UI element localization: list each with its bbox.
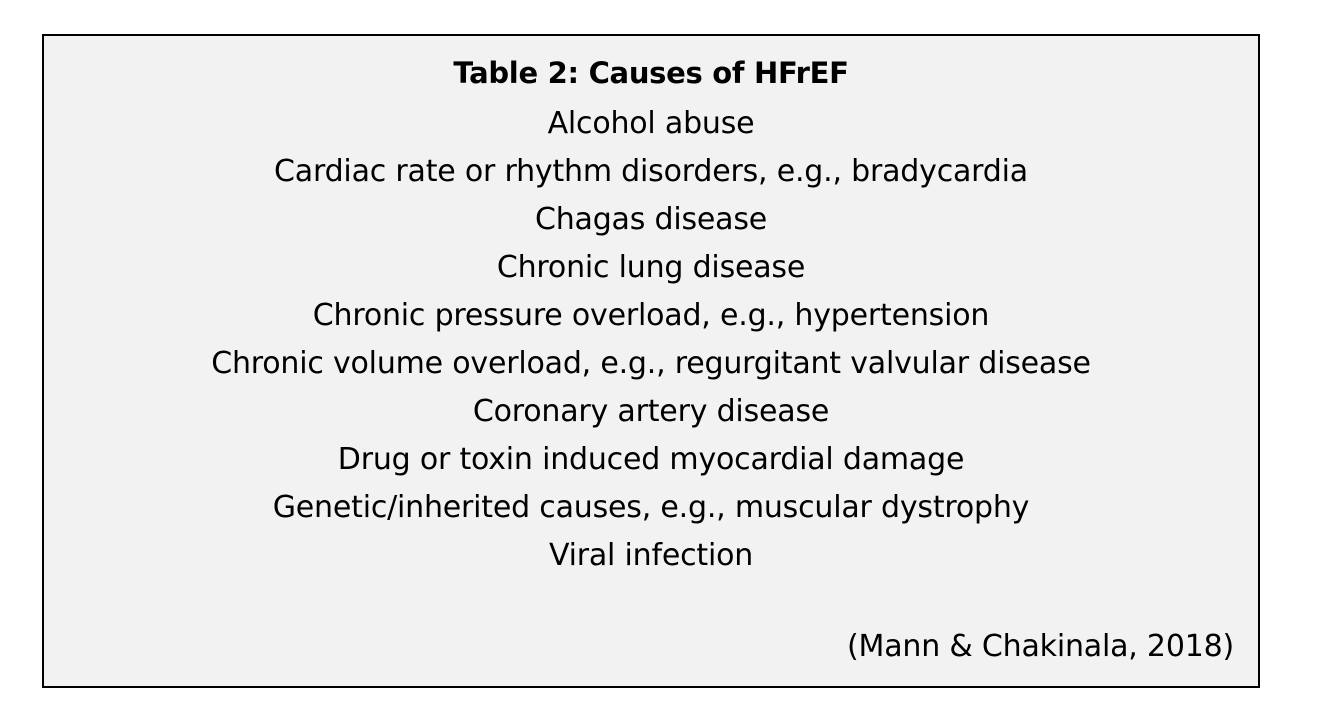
cause-item: Coronary artery disease <box>472 394 830 429</box>
citation: (Mann & Chakinala, 2018) <box>847 629 1234 664</box>
cause-item: Alcohol abuse <box>547 106 755 141</box>
cause-item: Chronic lung disease <box>496 250 806 285</box>
cause-item: Chronic volume overload, e.g., regurgitant valvular disease <box>211 346 1091 381</box>
cause-item: Chagas disease <box>534 202 768 237</box>
cause-item: Viral infection <box>548 538 754 573</box>
causes-list <box>44 100 1258 580</box>
causes-table <box>42 34 1260 688</box>
table-title: Table 2: Causes of HFrEF <box>453 56 849 90</box>
cause-item: Drug or toxin induced myocardial damage <box>337 442 965 477</box>
cause-item: Genetic/inherited causes, e.g., muscular dystrophy <box>272 490 1030 525</box>
cause-item: Cardiac rate or rhythm disorders, e.g., bradycardia <box>274 154 1028 189</box>
cause-item: Chronic pressure overload, e.g., hypertension <box>312 298 990 333</box>
